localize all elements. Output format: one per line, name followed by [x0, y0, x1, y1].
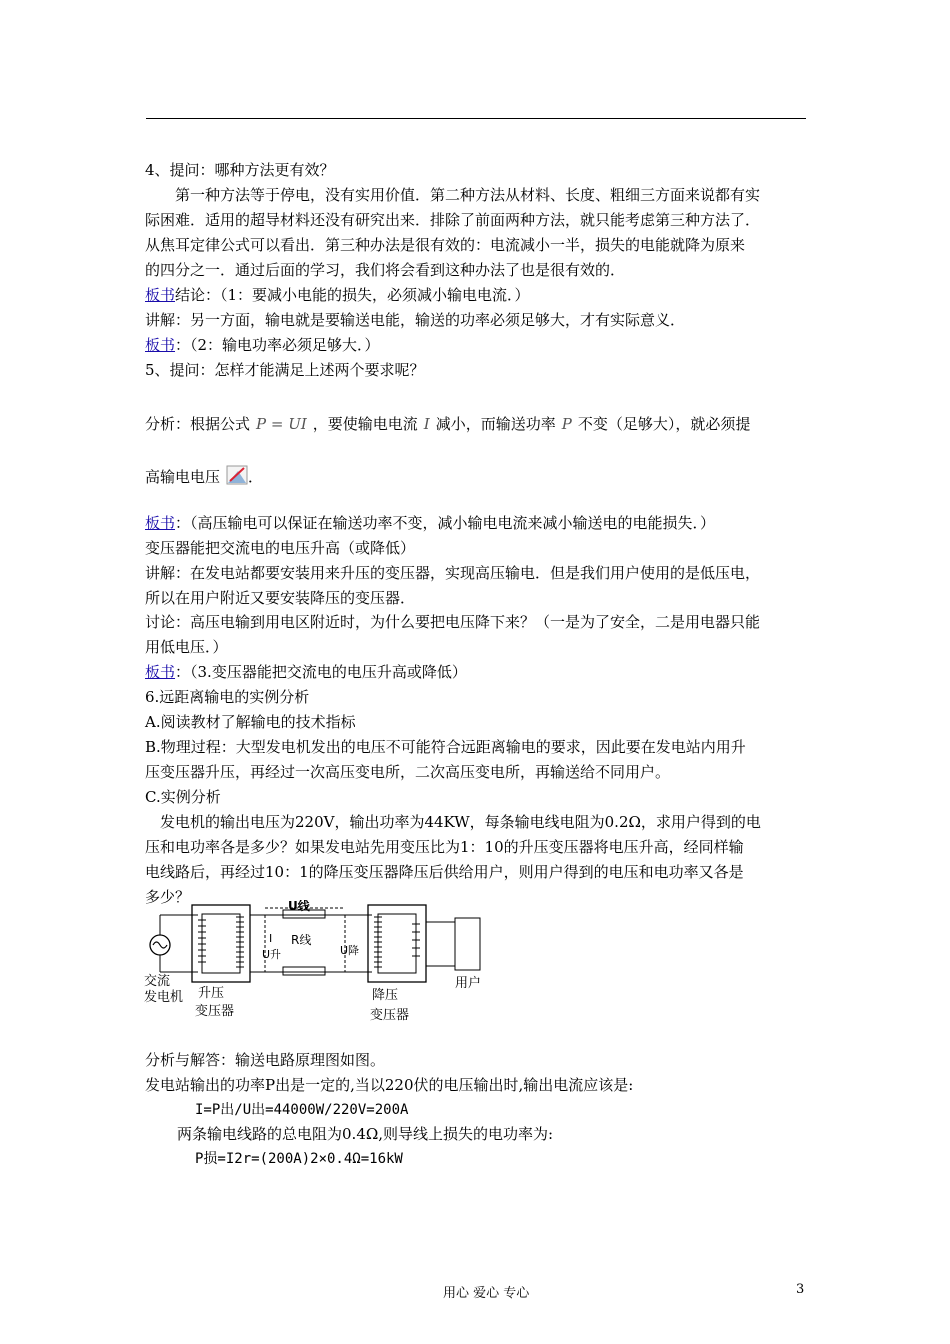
step-up-label-1: 升压 — [198, 986, 225, 1001]
question-4: 4、提问：哪种方法更有效？ — [145, 161, 335, 179]
analysis-text: ，要使输电电流 — [312, 415, 418, 433]
discussion-a: 讨论：高压电输到用电区附近时，为什么要把电压降下来？（一是为了安全，二是用电器只能 — [145, 613, 761, 631]
section-6: 6.远距离输电的实例分析 — [145, 688, 310, 706]
section-c: C.实例分析 — [145, 788, 221, 806]
transformer-line: 变压器能把交流电的电压升高（或降低） — [145, 539, 416, 557]
blackboard-note-3 — [145, 513, 715, 533]
analysis-line-2 — [145, 465, 263, 487]
analysis-text: 减小，而输送功率 — [435, 415, 556, 433]
paragraph-line: 第一种方法等于停电，没有实用价值．第二种方法从材料、长度、粗细三方面来说都有实 — [145, 186, 761, 204]
blackboard-text: 结论：（1：要减小电能的损失，必须减小输电电流．） — [175, 286, 530, 304]
u-line-label: U线 — [288, 900, 310, 913]
analysis-text: 分析：根据公式 — [145, 415, 251, 433]
formula-p-ui: P = UI — [256, 415, 307, 433]
blackboard-text: ：（3.变压器能把交流电的电压升高或降低） — [175, 663, 467, 681]
footer-motto: 用心 爱心 专心 — [443, 1286, 530, 1301]
ac-label: 交流 — [144, 974, 171, 989]
answer-formula-loss: P损=I2r=(200A)2×0.4Ω=16kW — [195, 1151, 403, 1167]
paragraph-line: 从焦耳定律公式可以看出．第三种办法是很有效的：电流减小一半，损失的电能就降为原来 — [145, 236, 746, 254]
explanation-2b: 所以在用户附近又要安装降压的变压器． — [145, 589, 416, 607]
blackboard-link[interactable]: 板书 — [145, 514, 176, 532]
step-up-label-2: 变压器 — [195, 1004, 235, 1019]
current-label: I — [269, 932, 273, 945]
example-line: 多少？ — [145, 888, 191, 906]
line-resistor-bottom — [283, 967, 325, 975]
blackboard-note-2 — [145, 335, 380, 355]
explanation-1: 讲解：另一方面，输电就是要输送电能，输送的功率必须足够大，才有实际意义． — [145, 311, 686, 329]
blackboard-text: ：（高压输电可以保证在输送功率不变，减小输电电流来减小输送电的电能损失．） — [175, 514, 716, 532]
section-b-line1: B.物理过程：大型发电机发出的电压不可能符合远距离输电的要求，因此要在发电站内用升 — [145, 738, 746, 756]
example-line: 电线路后，再经过10：1的降压变压器降压后供给用户，则用户得到的电压和电功率又各是 — [145, 863, 744, 881]
generator-label: 发电机 — [144, 990, 184, 1005]
blackboard-link[interactable]: 板书 — [145, 336, 176, 354]
r-line-label: R线 — [291, 933, 312, 947]
example-line: 压和电功率各是多少？如果发电站先用变压比为1：10的升压变压器将电压升高，经同样输 — [145, 838, 744, 856]
header-rule — [146, 118, 806, 119]
answer-text-2: 两条输电线路的总电阻为0.4Ω,则导线上损失的电功率为: — [177, 1125, 554, 1143]
user-load — [455, 918, 480, 970]
paragraph-line: 际困难．适用的超导材料还没有研究出来．排除了前面两种方法，就只能考虑第三种方法了． — [145, 211, 761, 229]
user-label: 用户 — [455, 976, 482, 991]
answer-intro: 分析与解答：输送电路原理图如图。 — [145, 1051, 386, 1069]
broken-image-icon — [226, 465, 248, 485]
analysis-text: 高输电电压 — [145, 468, 221, 486]
blackboard-note-4 — [145, 662, 467, 682]
blackboard-text: ：（2：输电功率必须足够大．） — [175, 336, 380, 354]
transmission-circuit-diagram — [140, 900, 485, 1030]
question-5: 5、提问：怎样才能满足上述两个要求呢？ — [145, 361, 425, 379]
blackboard-note-1 — [145, 285, 530, 305]
formula-p: P — [561, 415, 572, 433]
page-number: 3 — [796, 1282, 805, 1297]
analysis-text: 不变（足够大），就必须提 — [577, 415, 751, 433]
section-a: A.阅读教材了解输电的技术指标 — [145, 713, 356, 731]
u-down-label: U降 — [340, 944, 360, 957]
explanation-2a: 讲解：在发电站都要安装用来升压的变压器，实现高压输电．但是我们用户使用的是低压电， — [145, 564, 761, 582]
example-line: 发电机的输出电压为220V，输出功率为44KW，每条输电线电阻为0.2Ω，求用户得到的电 — [145, 813, 761, 831]
paragraph-line: 的四分之一．通过后面的学习，我们将会看到这种办法了也是很有效的． — [145, 261, 626, 279]
u-up-label: U升 — [262, 948, 282, 961]
discussion-b: 用低电压．） — [145, 638, 228, 656]
step-down-label-2: 变压器 — [370, 1008, 410, 1023]
answer-text: 发电站输出的功率P出是一定的,当以220伏的电压输出时,输出电流应该是: — [145, 1076, 634, 1094]
analysis-line — [145, 414, 750, 434]
formula-i: I — [423, 415, 430, 433]
analysis-text: ． — [248, 468, 264, 486]
blackboard-link[interactable]: 板书 — [145, 663, 176, 681]
blackboard-link[interactable]: 板书 — [145, 286, 176, 304]
step-down-label-1: 降压 — [372, 988, 399, 1003]
section-b-line2: 压变压器升压，再经过一次高压变电所，二次高压变电所，再输送给不同用户。 — [145, 763, 671, 781]
answer-formula-current: I=P出/U出=44000W/220V=200A — [195, 1102, 409, 1118]
